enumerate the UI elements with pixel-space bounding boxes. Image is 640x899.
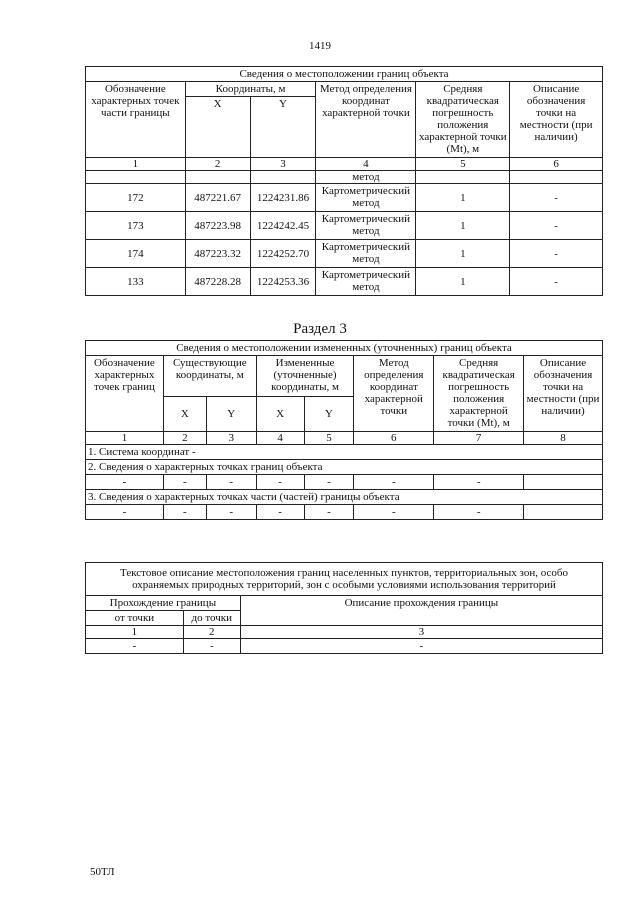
- to-point: -: [183, 639, 240, 654]
- empty-cell: -: [304, 475, 354, 490]
- point-id: 174: [86, 240, 186, 268]
- col-number: 3: [206, 432, 256, 445]
- coord-x: 487221.67: [185, 184, 250, 212]
- col-number: 3: [240, 626, 602, 639]
- coord-x: 487223.98: [185, 212, 250, 240]
- header-from-point: от точки: [86, 611, 184, 626]
- header-x: X: [163, 397, 206, 432]
- col-number: 2: [183, 626, 240, 639]
- empty-cell: -: [206, 475, 256, 490]
- header-description: Описание обозначения точки на местности (при наличии): [510, 82, 603, 158]
- empty-cell: -: [86, 505, 164, 520]
- header-description: Описание обозначения точки на местности (при наличии): [524, 356, 603, 432]
- table-title: Сведения о местоположении измененных (уточненных) границ объекта: [86, 341, 603, 356]
- description: -: [510, 240, 603, 268]
- header-coords: Координаты, м: [185, 82, 316, 97]
- header-point: Обозначение характерных точек границ: [86, 356, 164, 432]
- header-to-point: до точки: [183, 611, 240, 626]
- col-number: 4: [316, 158, 416, 171]
- table-title: Сведения о местоположении границ объекта: [86, 67, 603, 82]
- col-number: 2: [163, 432, 206, 445]
- col-number: 5: [304, 432, 354, 445]
- header-changed-coords: Измененные (уточненные) координаты, м: [256, 356, 354, 397]
- header-y: Y: [250, 97, 316, 158]
- part-boundary-points-heading: 3. Сведения о характерных точках части (частей) границы объекта: [86, 490, 603, 505]
- accuracy: 1: [416, 184, 510, 212]
- col-number: 1: [86, 432, 164, 445]
- col-number: 8: [524, 432, 603, 445]
- col-number: 5: [416, 158, 510, 171]
- changed-boundary-table: [85, 340, 603, 520]
- col-number: 6: [510, 158, 603, 171]
- point-id: 172: [86, 184, 186, 212]
- col-number: 1: [86, 158, 186, 171]
- coordinate-system-row: 1. Система координат -: [86, 445, 603, 460]
- empty-cell: -: [86, 475, 164, 490]
- empty-cell: -: [304, 505, 354, 520]
- header-method: Метод определения координат характерной точки: [316, 82, 416, 158]
- coord-x: 487223.32: [185, 240, 250, 268]
- header-passage: Прохождение границы: [86, 596, 241, 611]
- col-number: 6: [354, 432, 434, 445]
- coord-y: 1224231.86: [250, 184, 316, 212]
- point-id: 173: [86, 212, 186, 240]
- header-point: Обозначение характерных точек части границы: [86, 82, 186, 158]
- coord-y: 1224252.70: [250, 240, 316, 268]
- accuracy: 1: [416, 240, 510, 268]
- footer-code: 50ТЛ: [90, 866, 115, 878]
- coord-y: 1224253.36: [250, 268, 316, 296]
- empty-cell: -: [256, 475, 304, 490]
- col-number: 3: [250, 158, 316, 171]
- description: -: [510, 212, 603, 240]
- description: -: [510, 268, 603, 296]
- passage-description: -: [240, 639, 602, 654]
- accuracy: 1: [416, 268, 510, 296]
- empty-cell: -: [354, 505, 434, 520]
- empty-cell: -: [163, 475, 206, 490]
- col-number: 7: [434, 432, 524, 445]
- table-title: Текстовое описание местоположения границ населенных пунктов, территориальных зон, особо охраняемых природных территорий, зон с особыми условиями использования территорий: [86, 563, 603, 596]
- header-accuracy: Средняя квадратическая погрешность положения характерной точки (Mt), м: [434, 356, 524, 432]
- header-y: Y: [206, 397, 256, 432]
- empty-cell: -: [434, 475, 524, 490]
- empty-cell: -: [354, 475, 434, 490]
- header-x: X: [256, 397, 304, 432]
- col-number: 2: [185, 158, 250, 171]
- header-method: Метод определения координат характерной точки: [354, 356, 434, 432]
- coord-x: 487228.28: [185, 268, 250, 296]
- method: Картометрический метод: [316, 240, 416, 268]
- text-description-table: [85, 562, 603, 654]
- section-title: Раздел 3: [293, 321, 347, 337]
- col-number: 1: [86, 626, 184, 639]
- page-number: 1419: [309, 40, 331, 52]
- boundary-table: [85, 66, 603, 296]
- empty-cell: -: [256, 505, 304, 520]
- coord-y: 1224242.45: [250, 212, 316, 240]
- description: -: [510, 184, 603, 212]
- header-passage-description: Описание прохождения границы: [240, 596, 602, 626]
- from-point: -: [86, 639, 184, 654]
- header-y: Y: [304, 397, 354, 432]
- method: Картометрический метод: [316, 184, 416, 212]
- method: Картометрический метод: [316, 212, 416, 240]
- continuation-text: метод: [316, 171, 416, 184]
- empty-cell: -: [434, 505, 524, 520]
- empty-cell: -: [163, 505, 206, 520]
- method: Картометрический метод: [316, 268, 416, 296]
- header-existing-coords: Существующие координаты, м: [163, 356, 256, 397]
- accuracy: 1: [416, 212, 510, 240]
- header-x: X: [185, 97, 250, 158]
- col-number: 4: [256, 432, 304, 445]
- empty-cell: -: [206, 505, 256, 520]
- boundary-points-heading: 2. Сведения о характерных точках границ объекта: [86, 460, 603, 475]
- point-id: 133: [86, 268, 186, 296]
- header-accuracy: Средняя квадратическая погрешность положения характерной точки (Mt), м: [416, 82, 510, 158]
